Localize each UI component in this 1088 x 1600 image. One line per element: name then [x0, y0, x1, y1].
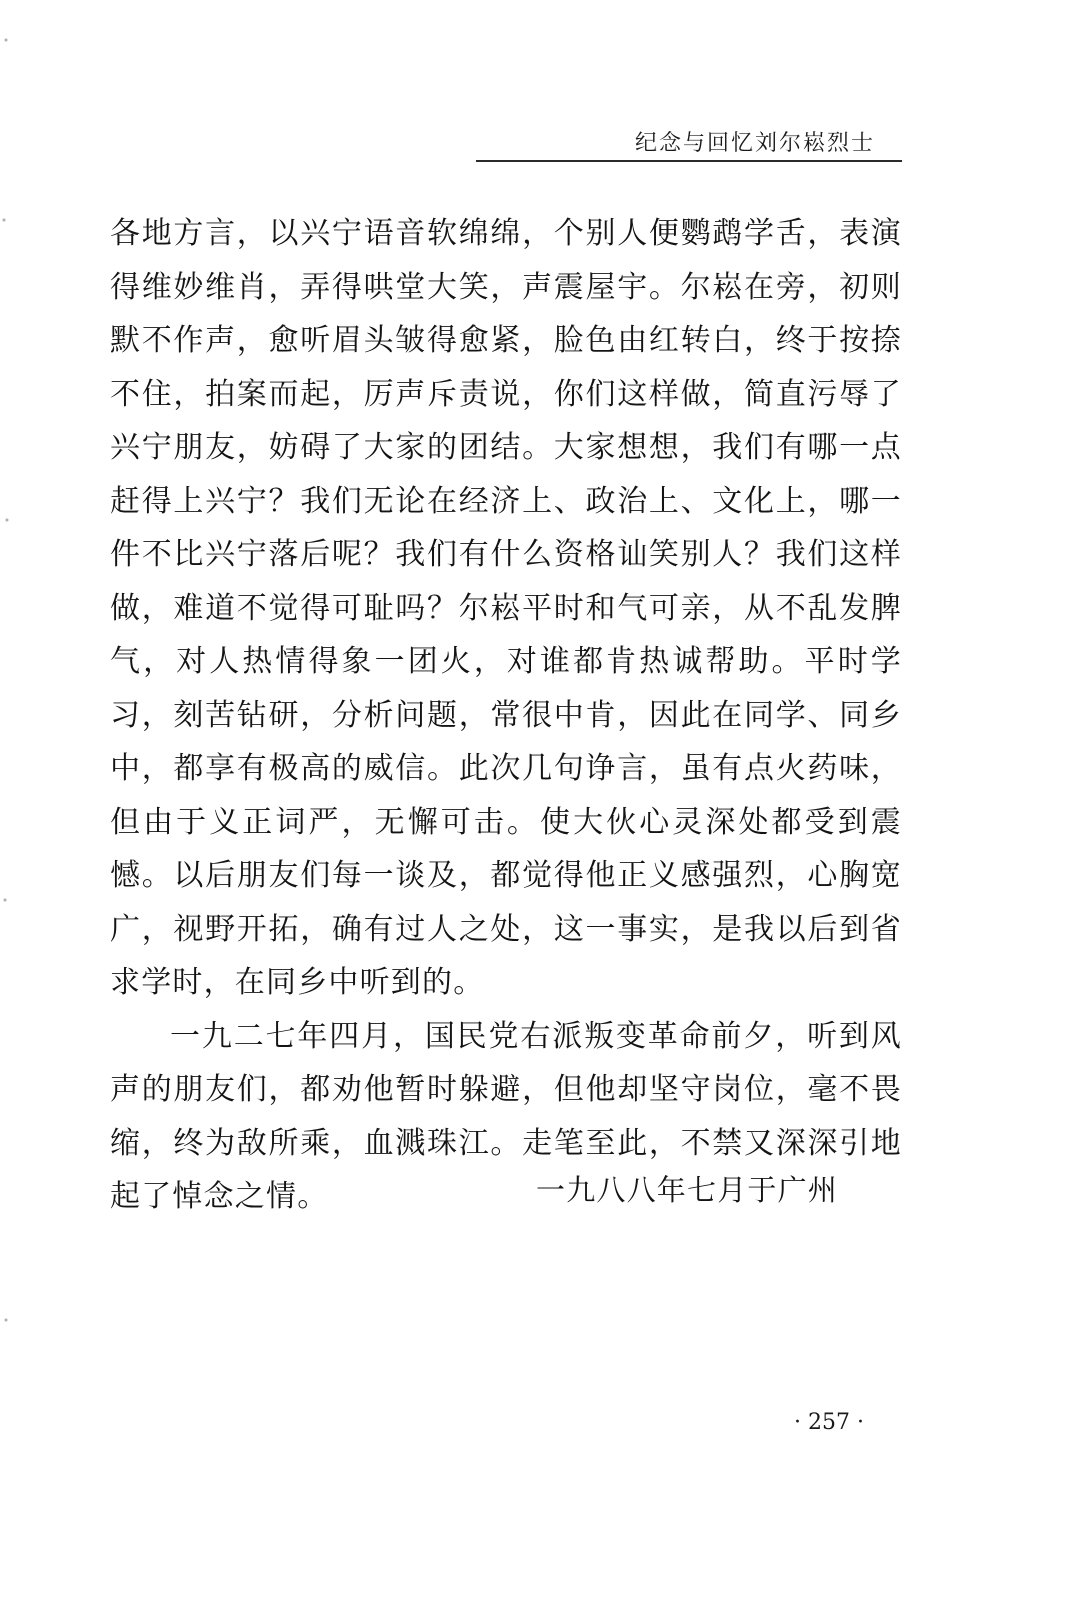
running-header-title: 纪念与回忆刘尔崧烈士 [635, 131, 876, 156]
date-place-signature: 一九八八年七月于广州 [536, 1173, 839, 1207]
paragraph-2: 一九二七年四月，国民党右派叛变革命前夕，听到风声的朋友们，都劝他暂时躲避，但他却坚守岗位，毫不畏缩，终为敌所乘，血溅珠江。走笔至此，不禁又深深引地起了悼念之情。 [110, 1018, 902, 1214]
paragraph-1: 各地方言，以兴宁语音软绵绵，个别人便鹦鹉学舌，表演得维妙维肖，弄得哄堂大笑，声震屋宇。尔崧在旁，初则默不作声，愈听眉头皱得愈紧，脸色由红转白，终于按捺不住，拍案而起，厉声斥责说，你们这样做，简直污辱了兴宁朋友，妨碍了大家的团结。大家想想，我们有哪一点赶得上兴宁？我们无论在经济上、政治上、文化上，哪一件不比兴宁落后呢？我们有什么资格讪笑别人？我们这样做，难道不觉得可耻吗？尔崧平时和气可亲，从不乱发脾气，对人热情得象一团火，对谁都肯热诚帮助。平时学习，刻苦钻研，分析问题，常很中肯，因此在同学、同乡中，都享有极高的威信。此次几句诤言，虽有点火药味，但由于义正词严，无懈可击。使大伙心灵深处都受到震憾。以后朋友们每一谈及，都觉得他正义感强烈，心胸宽广，视野开拓，确有过人之处，这一事实，是我以后到省求学时，在同乡中听到的。 [110, 216, 902, 1000]
page-number: · 257 · [794, 1410, 864, 1435]
header-rule [476, 160, 902, 162]
body-text [110, 207, 902, 1224]
scan-edge-speckle [0, 0, 14, 1600]
